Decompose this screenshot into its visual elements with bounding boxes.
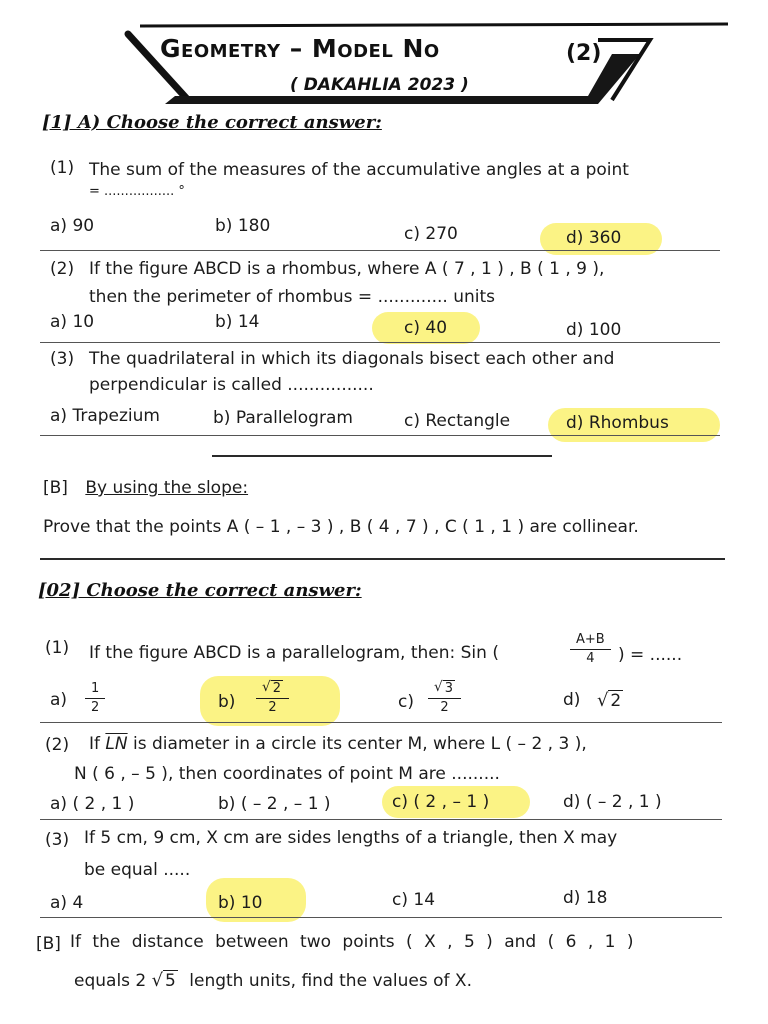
option-a-fraction	[85, 681, 105, 716]
option-c: c) Rectangle	[404, 411, 511, 431]
option-a: a) 90	[50, 216, 95, 236]
option-b: b) 14	[215, 312, 260, 332]
fraction-denominator: 2	[268, 700, 277, 715]
divider-short	[212, 455, 552, 457]
fraction	[570, 632, 611, 667]
question-number: (1)	[45, 638, 70, 658]
option-b: b) 10	[218, 893, 263, 913]
text-fragment: is diameter in a circle its center M, where L ( – 2 , 3 ),	[133, 734, 587, 754]
question-number: (1)	[50, 158, 75, 178]
option-a-label: a)	[50, 690, 68, 710]
option-d: d) 360	[566, 228, 622, 248]
part-b-text-line2	[74, 970, 472, 991]
sqrt-icon: √	[597, 690, 609, 711]
divider	[40, 250, 720, 251]
question-number: (2)	[50, 259, 75, 279]
fraction-numerator	[428, 680, 461, 699]
part-b-text-line1: If the distance between two points ( X , 5 ) and ( 6 , 1 )	[70, 932, 634, 952]
radicand: 3	[444, 681, 453, 696]
question-text-cont: be equal .....	[84, 860, 191, 880]
option-d: d) 100	[566, 320, 622, 340]
header-banner	[0, 0, 768, 115]
option-a: a) Trapezium	[50, 406, 160, 426]
question-text: If the figure ABCD is a rhombus, where A ( 7 , 1 ) , B ( 1 , 9 ),	[89, 259, 605, 279]
text-fragment: equals 2	[74, 971, 147, 991]
text-fragment: If	[89, 734, 100, 754]
option-c: c) 14	[392, 890, 436, 910]
option-d-label: d)	[563, 690, 581, 710]
option-c-fraction	[428, 680, 461, 716]
section-heading-1: [1] A) Choose the correct answer:	[42, 112, 382, 133]
question-text: The quadrilateral in which its diagonals bisect each other and	[89, 349, 615, 369]
document-title: Geometry – Model No	[160, 34, 440, 63]
option-a: a) 4	[50, 893, 84, 913]
fraction-denominator: 4	[586, 651, 595, 666]
section-divider	[40, 558, 725, 560]
option-c: c) 40	[404, 318, 448, 338]
divider	[40, 342, 720, 343]
option-b-label: b)	[218, 692, 236, 712]
question-text	[89, 643, 499, 663]
sqrt-icon: √	[151, 970, 164, 991]
part-b-label-2: [B]	[36, 934, 61, 954]
question-text: The sum of the measures of the accumulative angles at a point	[89, 160, 629, 180]
radicand: 2	[610, 691, 622, 711]
question-number: (3)	[45, 830, 70, 850]
text-fragment: length units, find the values of X.	[189, 971, 472, 991]
option-b: b) 180	[215, 216, 271, 236]
model-number: (2)	[566, 41, 602, 66]
question-text: If 5 cm, 9 cm, X cm are sides lengths of a triangle, then X may	[84, 828, 618, 848]
question-text-cont: then the perimeter of rhombus = ............. units	[89, 287, 496, 307]
option-d-value	[597, 690, 623, 711]
divider	[40, 435, 720, 436]
sqrt-icon: √	[434, 679, 443, 695]
segment-ln: $\overline{LN}$	[105, 734, 128, 754]
document-subtitle: ( DAKAHLIA 2023 )	[290, 75, 469, 95]
option-c: c) 270	[404, 224, 458, 244]
option-d: d) 18	[563, 888, 608, 908]
question-text-cont: perpendicular is called ................	[89, 375, 374, 395]
fraction-numerator	[256, 680, 289, 699]
radicand: 2	[272, 681, 281, 696]
option-d: d) ( – 2 , 1 )	[563, 792, 662, 812]
option-d: d) Rhombus	[566, 413, 669, 433]
option-a: a) 10	[50, 312, 95, 332]
part-b-title: By using the slope:	[85, 478, 249, 498]
part-b-text: Prove that the points A ( – 1 , – 3 ) , B ( 4 , 7 ) , C ( 1 , 1 ) are collinear.	[43, 517, 639, 537]
divider	[40, 917, 722, 918]
option-a: a) ( 2 , 1 )	[50, 794, 135, 814]
question-text	[89, 734, 587, 754]
option-b: b) ( – 2 , – 1 )	[218, 794, 331, 814]
fraction-numerator: A+B	[570, 632, 611, 650]
fraction-denominator: 2	[440, 700, 449, 715]
fraction-numerator: 1	[85, 681, 105, 699]
question-text-cont: = ................. °	[89, 184, 185, 199]
option-c-label: c)	[398, 692, 414, 712]
question-text-main: If the figure ABCD is a parallelogram, then: Sin (	[89, 643, 499, 663]
section-heading-2: [02] Choose the correct answer:	[38, 580, 362, 601]
fraction-denominator: 2	[91, 700, 100, 715]
divider	[40, 722, 722, 723]
option-c: c) ( 2 , – 1 )	[392, 792, 490, 812]
radicand: 5	[165, 971, 176, 991]
part-b-label: [B]	[43, 478, 68, 498]
sqrt-icon: √	[262, 679, 271, 695]
option-b-fraction	[256, 680, 289, 716]
question-text-cont: N ( 6 , – 5 ), then coordinates of point M are .........	[74, 764, 500, 784]
option-b: b) Parallelogram	[213, 408, 353, 428]
question-number: (3)	[50, 349, 75, 369]
part-b-heading	[43, 478, 248, 498]
question-number: (2)	[45, 735, 70, 755]
question-text-tail: ) = ......	[618, 645, 683, 665]
divider	[40, 819, 722, 820]
